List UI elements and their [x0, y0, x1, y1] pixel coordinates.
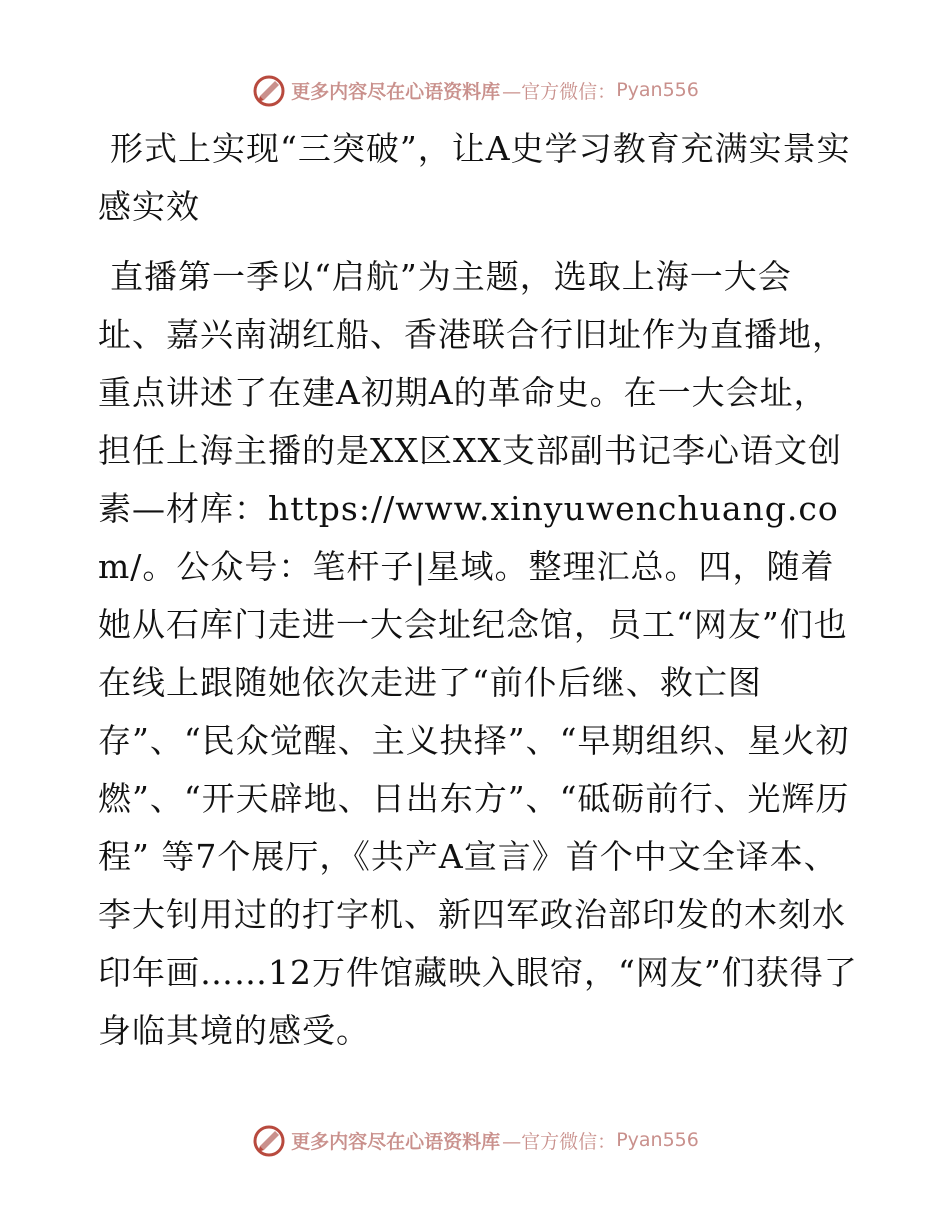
watermark-slogan: 更多内容尽在心语资料库 — [291, 1130, 501, 1153]
body-paragraph: 直播第一季以“启航”为主题，选取上海一大会址、嘉兴南湖红船、香港联合行旧址作为直播地，重点讲述了在建A初期A的革命史。在一大会址，担任上海主播的是XX区XX支部副书记李心语文创素—材库：https://www.xinyuwenchuang.com/。公众号：笔杆子|星域。整理汇总。四，随着她从石库门走进一大会址纪念馆，员工“网友”们也在线上跟随她依次走进了“前仆后继、救亡图存”、“民众觉醒、主义抉择”、“早期组织、星火初燃”、“开天辟地、日出东方”、“砥砺前行、光辉历程” 等7个展厅，《共产A宣言》首个中文全译本、李大钊用过的打字机、新四军政治部印发的木刻水印年画……12万件馆藏映入眼帘，“网友”们获得了身临其境的感受。 — [98, 257, 858, 1050]
header-watermark — [0, 68, 950, 112]
watermark-official-label: —官方微信： — [502, 80, 617, 103]
watermark-official-label: —官方微信： — [502, 1130, 617, 1153]
footer-watermark — [0, 1118, 950, 1162]
document-content — [98, 120, 858, 1060]
pen-logo-icon — [251, 72, 287, 108]
pen-logo-icon — [251, 1122, 287, 1158]
watermark-wechat-id: Pyan556 — [616, 1129, 699, 1151]
watermark-wechat-id: Pyan556 — [616, 79, 699, 101]
section-heading: 形式上实现“三突破”，让A史学习教育充满实景实感实效 — [98, 129, 851, 226]
watermark-slogan: 更多内容尽在心语资料库 — [291, 80, 501, 103]
